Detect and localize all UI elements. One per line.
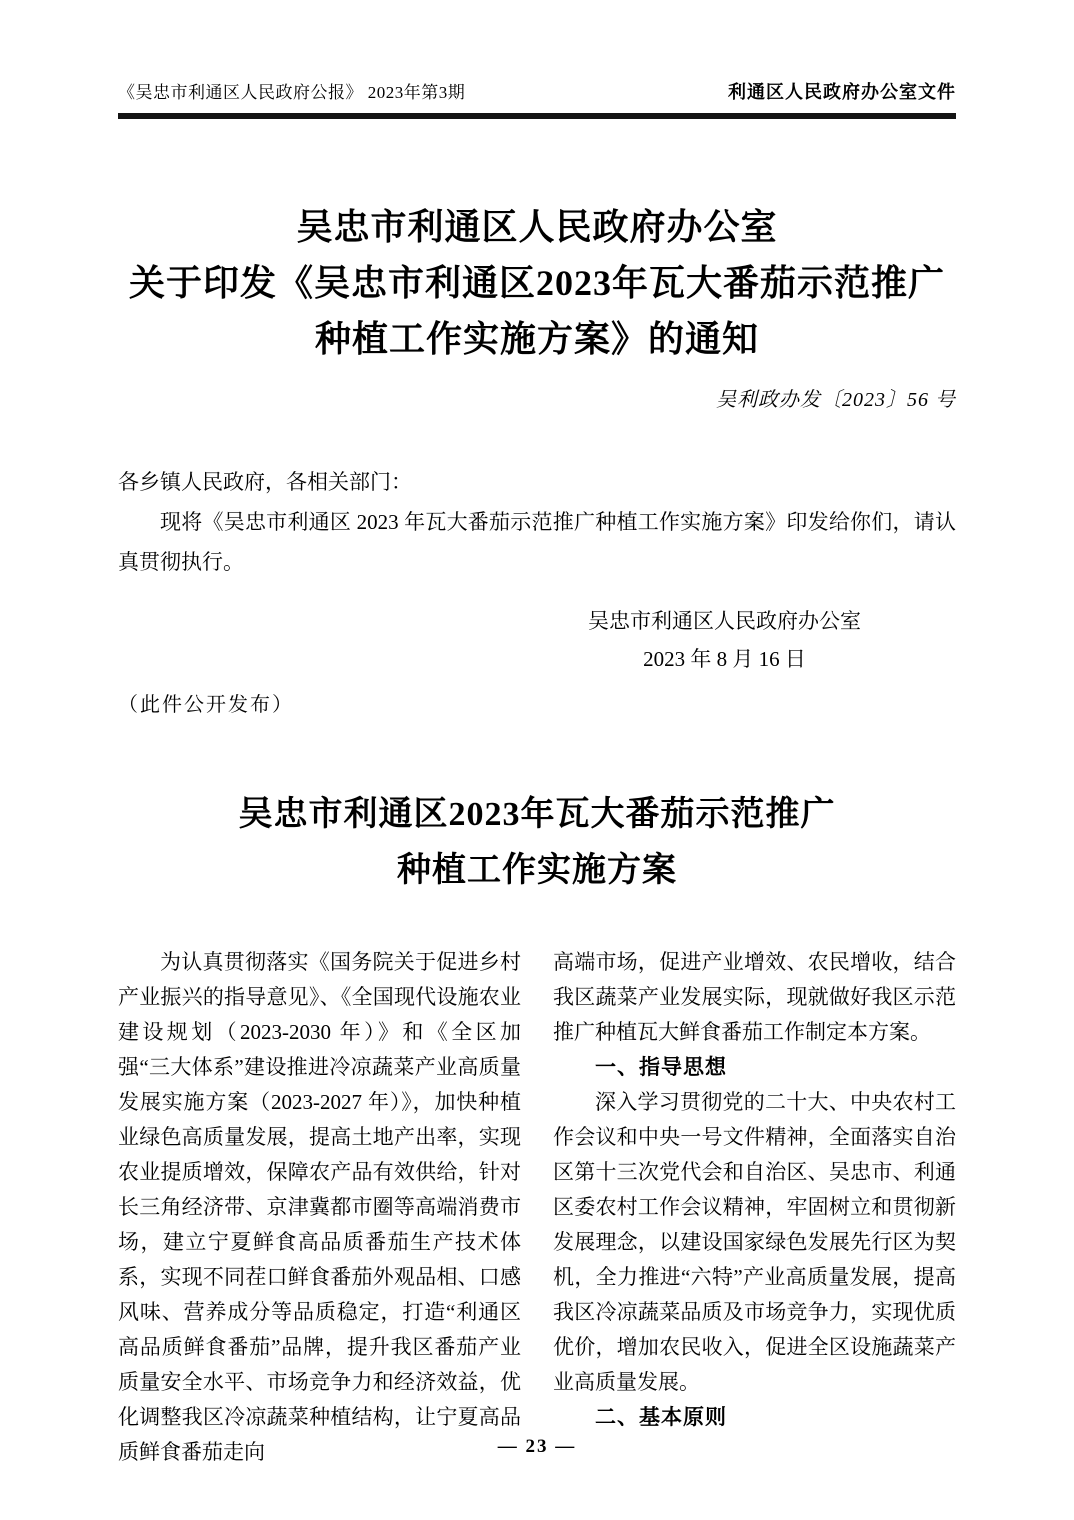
header-double-rule — [118, 113, 956, 119]
plan-intro-paragraph-continued: 高端市场，促进产业增效、农民增收，结合我区蔬菜产业发展实际，现就做好我区示范推广种植瓦大鲜食番茄工作制定本方案。 — [553, 950, 956, 1044]
salutation: 各乡镇人民政府，各相关部门： — [118, 470, 412, 494]
notice-title-line-3: 种植工作实施方案》的通知 — [314, 319, 759, 359]
plan-intro-paragraph: 为认真贯彻落实《国务院关于促进乡村产业振兴的指导意见》、《全国现代设施农业建设规划（2023-2030 年）》和《全区加强“三大体系”建设推进冷凉蔬菜产业高质量发展实施方案（2023-2027 年）》，加快种植业绿色高质量发展，提高土地产出率，实现农业提质增效，保障农产品有效供给，针对长三角经济带、京津冀都市圈等高端消费市场，建立宁夏鲜食高品质番茄生产技术体系，实现不同茬口鲜食番茄外观品相、口感风味、营养成分等品质稳定，打造“利通区高品质鲜食番茄”品牌，提升我区番茄产业质量安全水平、市场竞争力和经济效益，优化调整我区冷凉蔬菜种植结构，让宁夏高品质鲜食番茄走向 — [118, 950, 521, 1464]
right-column — [553, 945, 956, 1470]
notice-title-line-1: 吴忠市利通区人民政府办公室 — [296, 207, 778, 247]
gazette-title: 《吴忠市利通区人民政府公报》 2023年第3期 — [118, 83, 466, 102]
plan-title — [118, 787, 956, 899]
section-heading-2: 二、基本原则 — [595, 1406, 727, 1429]
notice-body-paragraph: 现将《吴忠市利通区 2023 年瓦大番茄示范推广种植工作实施方案》印发给你们，请认真贯彻执行。 — [118, 510, 956, 574]
two-column-body — [118, 945, 956, 1470]
section-heading-1: 一、指导思想 — [595, 1056, 727, 1079]
signature-block — [588, 602, 861, 678]
left-column — [118, 945, 521, 1470]
office-document-label: 利通区人民政府办公室文件 — [728, 82, 956, 102]
plan-title-line-1: 吴忠市利通区2023年瓦大番茄示范推广 — [238, 796, 836, 833]
page-number: — 23 — — [497, 1436, 577, 1457]
signer-name: 吴忠市利通区人民政府办公室 — [588, 609, 861, 633]
notice-title — [118, 199, 956, 367]
notice-title-line-2: 关于印发《吴忠市利通区2023年瓦大番茄示范推广 — [128, 263, 945, 303]
signature-date: 2023 年 8 月 16 日 — [643, 647, 806, 671]
page-header — [118, 78, 956, 104]
document-number: 吴利政办发〔2023〕56 号 — [716, 389, 956, 411]
guiding-ideology-paragraph: 深入学习贯彻党的二十大、中央农村工作会议和中央一号文件精神，全面落实自治区第十三次党代会和自治区、吴忠市、利通区委农村工作会议精神，牢固树立和贯彻新发展理念，以建设国家绿色发展先行区为契机，全力推进“六特”产业高质量发展，提高我区冷凉蔬菜品质及市场竞争力，实现优质优价，增加农民收入，促进全区设施蔬菜产业高质量发展。 — [553, 1090, 956, 1394]
plan-title-line-2: 种植工作实施方案 — [397, 852, 677, 889]
public-release-note: （此件公开发布） — [118, 694, 294, 716]
